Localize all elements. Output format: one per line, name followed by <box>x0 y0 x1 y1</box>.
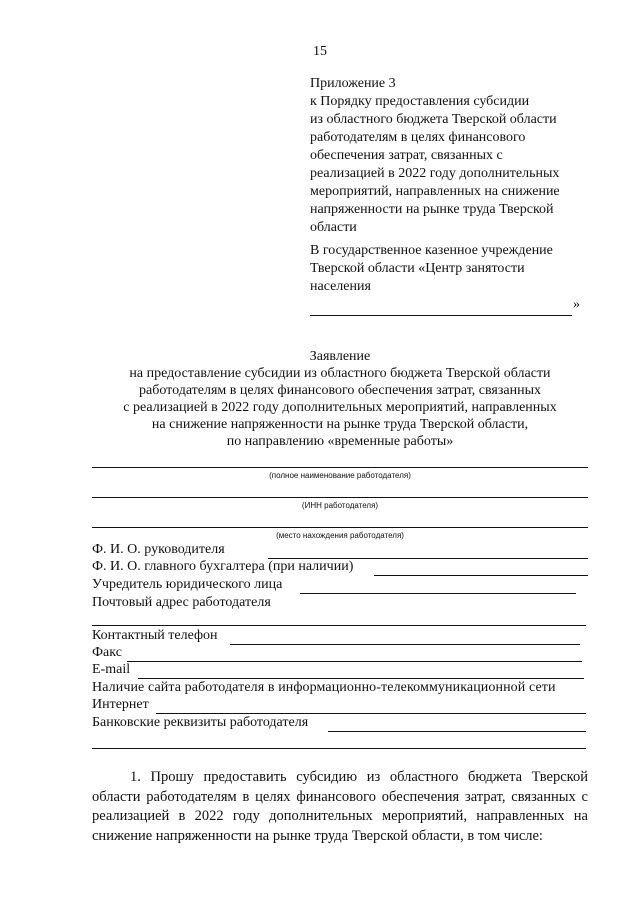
application-title <box>80 348 600 450</box>
internet-label: Интернет <box>92 697 149 712</box>
phone-label: Контактный телефон <box>92 628 218 643</box>
title-line: работодателям в целях финансового обеспечения затрат, связанных <box>139 383 541 398</box>
accountant-line[interactable] <box>374 575 588 576</box>
full-name-line[interactable] <box>92 467 588 468</box>
inn-caption: (ИНН работодателя) <box>301 501 379 510</box>
fax-label: Факс <box>92 645 122 660</box>
appendix-line: области <box>310 220 357 235</box>
postal-label: Почтовый адрес работодателя <box>92 595 271 610</box>
center-name-line[interactable] <box>310 315 572 316</box>
email-label: E-mail <box>92 662 131 677</box>
closing-quote: » <box>573 297 580 312</box>
title-line: на снижение напряженности на рынке труда Тверской области, <box>151 417 529 432</box>
bank-label: Банковские реквизиты работодателя <box>92 715 309 730</box>
appendix-line: работодателям в целях финансового <box>310 130 526 145</box>
location-line[interactable] <box>92 527 588 528</box>
addressee-line: населения <box>310 279 371 294</box>
fax-line[interactable] <box>127 661 582 662</box>
founder-label: Учредитель юридического лица <box>92 577 283 592</box>
appendix-heading: Приложение 3 <box>310 76 396 91</box>
location-caption: (место нахождения работодателя) <box>276 531 404 540</box>
bank-line[interactable] <box>328 731 586 732</box>
bank-line-2[interactable] <box>92 748 586 749</box>
title-line: с реализацией в 2022 году дополнительных мероприятий, направленных <box>123 400 557 415</box>
appendix-line: напряженности на рынке труда Тверской <box>310 202 554 217</box>
title-heading: Заявление <box>309 349 371 364</box>
addressee-line: Тверской области «Центр занятости <box>310 261 525 276</box>
accountant-label: Ф. И. О. главного бухгалтера (при наличии) <box>92 559 354 574</box>
addressee-block <box>310 242 610 296</box>
appendix-line: к Порядку предоставления субсидии <box>310 94 530 109</box>
full-name-caption: (полное наименование работодателя) <box>269 471 411 480</box>
postal-line[interactable] <box>92 625 586 626</box>
page-number: 15 <box>313 44 327 59</box>
appendix-line: мероприятий, направленных на снижение <box>310 184 560 199</box>
title-line: по направлению «временные работы» <box>226 434 454 449</box>
website-label: Наличие сайта работодателя в информационно-телекоммуникационной сети <box>92 680 556 695</box>
email-line[interactable] <box>138 678 584 679</box>
request-paragraph: 1. Прошу предоставить субсидию из областного бюджета Тверской области работодателям в целях финансового обеспечения затрат, связанных с реализацией в 2022 году дополнительных мероприятий, направленных на снижение напряженности на рынке труда Тверской области, в том числе: <box>92 769 588 844</box>
founder-line[interactable] <box>300 593 576 594</box>
title-line: на предоставление субсидии из областного бюджета Тверской области <box>129 366 551 381</box>
appendix-line: из областного бюджета Тверской области <box>310 112 557 127</box>
phone-line[interactable] <box>230 644 580 645</box>
inn-line[interactable] <box>92 497 588 498</box>
website-line[interactable] <box>156 713 586 714</box>
director-label: Ф. И. О. руководителя <box>92 542 225 557</box>
appendix-line: обеспечения затрат, связанных с <box>310 148 503 163</box>
appendix-line: реализацией в 2022 году дополнительных <box>310 166 560 181</box>
appendix-block <box>310 75 610 237</box>
addressee-line: В государственное казенное учреждение <box>310 243 553 258</box>
